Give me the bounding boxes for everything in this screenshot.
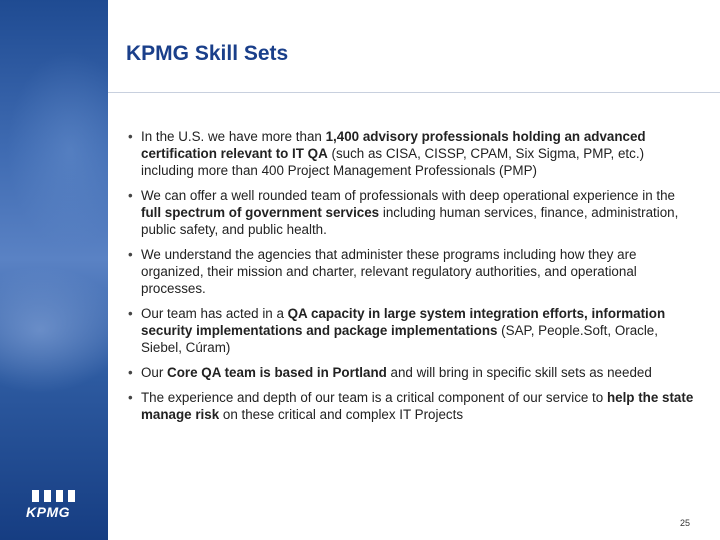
- bullet-item: • In the U.S. we have more than 1,400 advisory professionals holding an advanced certification relevant to IT QA (such as CISA, CISSP, CPAM, Six Sigma, PMP, etc.) including more than 400 Project Management Professionals (PMP): [128, 129, 646, 178]
- bullet-dot-icon: •: [128, 188, 133, 203]
- sidebar-panel: [0, 0, 108, 540]
- bullet-dot-icon: •: [128, 247, 133, 262]
- bullet-dot-icon: •: [128, 129, 133, 144]
- logo-text: KPMG: [26, 504, 70, 520]
- page-title: KPMG Skill Sets: [126, 42, 289, 65]
- bullet-list: [128, 128, 698, 431]
- bullet-dot-icon: •: [128, 306, 133, 321]
- title-divider: [108, 92, 720, 93]
- bullet-item: • Our team has acted in a QA capacity in large system integration efforts, information security implementations and package implementations (SAP, People.Soft, Oracle, Siebel, Cúram): [128, 306, 666, 355]
- bullet-dot-icon: •: [128, 390, 133, 405]
- logo-bars-icon: [30, 490, 80, 502]
- bullet-item: • Our Core QA team is based in Portland and will bring in specific skill sets as needed: [128, 365, 652, 380]
- kpmg-logo: [26, 490, 82, 526]
- bullet-dot-icon: •: [128, 365, 133, 380]
- page-number: 25: [680, 518, 691, 528]
- bullet-item: • The experience and depth of our team is a critical component of our service to help the state manage risk on these critical and complex IT Projects: [128, 390, 694, 422]
- bullet-item: • We can offer a well rounded team of professionals with deep operational experience in the full spectrum of government services including human services, finance, administration, public safety, and public health.: [128, 188, 679, 237]
- bullet-item: • We understand the agencies that administer these programs including how they are organized, their mission and charter, relevant regulatory authorities, and operational processes.: [128, 247, 637, 296]
